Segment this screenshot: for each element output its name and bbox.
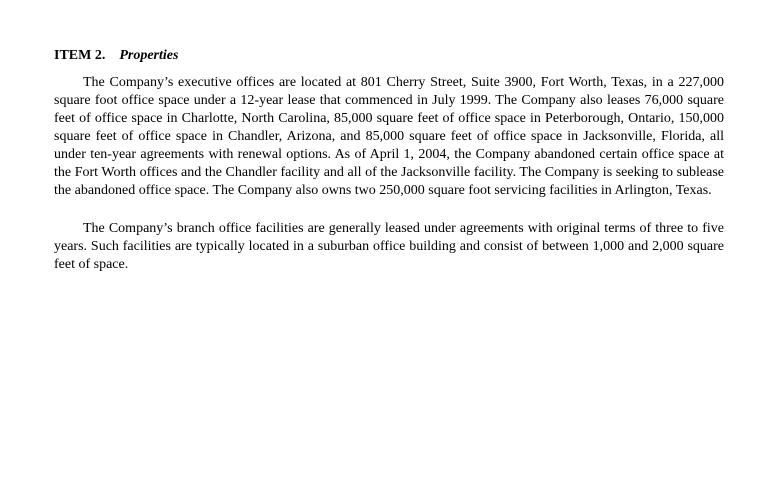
paragraph-executive-offices: The Company’s executive offices are located at 801 Cherry Street, Suite 3900, Fort Worth, Texas, in a 227,000 square foot office space under a 12-year lease that commenced in July 1999. The Company also leases 76,000 square feet of office space in Charlotte, North Carolina, 85,000 square feet of office space in Peterborough, Ontario, 150,000 square feet of office space in Chandler, Arizona, and 85,000 square feet of office space in Jacksonville, Florida, all under ten-year agreements with renewal options. As of April 1, 2004, the Company abandoned certain office space at the Fort Worth offices and the Chandler facility and all of the Jacksonville facility. The Company is seeking to sublease the abandoned office space. The Company also owns two 250,000 square foot servicing facilities in Arlington, Texas. — [54, 75, 724, 198]
item-heading — [54, 46, 724, 66]
item-number: ITEM 2. — [54, 48, 106, 63]
item-title: Properties — [119, 48, 179, 63]
paragraph-branch-offices: The Company’s branch office facilities are generally leased under agreements with original terms of three to five years. Such facilities are typically located in a suburban office building and consist of between 1,000 and 2,000 square feet of space. — [54, 221, 724, 272]
document-page — [54, 46, 724, 274]
